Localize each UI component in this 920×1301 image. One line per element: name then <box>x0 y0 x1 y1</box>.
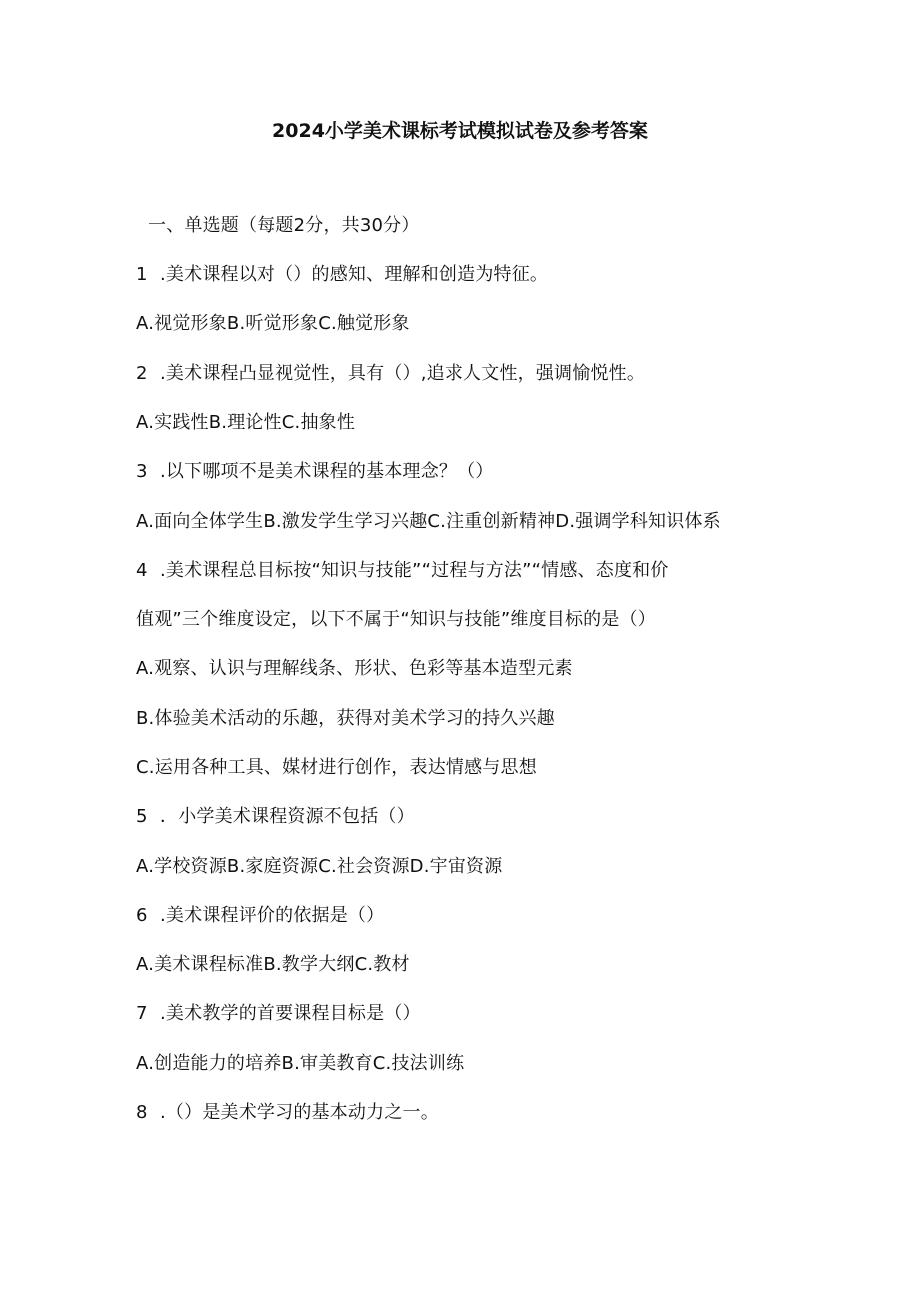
question-number: 5 <box>136 806 148 827</box>
question-4 <box>136 557 669 585</box>
section-heading: 一、单选题（每题2分，共30分） <box>148 215 420 236</box>
question-stem: .美术教学的首要课程目标是（） <box>160 1003 421 1024</box>
question-stem: .美术课程总目标按“知识与技能”“过程与方法”“情感、态度和价 <box>160 560 669 581</box>
question-stem: .以下哪项不是美术课程的基本理念？（） <box>160 461 494 482</box>
question-6-options: A.美术课程标准B.教学大纲C.教材 <box>136 954 410 975</box>
question-1-options: A.视觉形象B.听觉形象C.触觉形象 <box>136 313 410 334</box>
question-number: 4 <box>136 560 148 581</box>
question-4-option-c: C.运用各种工具、媒材进行创作，表达情感与思想 <box>136 757 537 778</box>
question-7-options: A.创造能力的培养B.审美教育C.技法训练 <box>136 1053 465 1074</box>
question-8 <box>136 1099 439 1127</box>
question-4-option-b: B.体验美术活动的乐趣，获得对美术学习的持久兴趣 <box>136 708 555 729</box>
question-6 <box>136 902 384 930</box>
question-stem: .美术课程凸显视觉性，具有（）,追求人文性，强调愉悦性。 <box>160 363 646 384</box>
question-stem: ．小学美术课程资源不包括（） <box>160 806 415 827</box>
question-1 <box>136 261 548 289</box>
question-4-stem-continued: 值观”三个维度设定，以下不属于“知识与技能”维度目标的是（） <box>136 609 656 630</box>
question-3-options: A.面向全体学生B.激发学生学习兴趣C.注重创新精神D.强调学科知识体系 <box>136 511 721 532</box>
question-2-options: A.实践性B.理论性C.抽象性 <box>136 412 356 433</box>
question-number: 7 <box>136 1003 148 1024</box>
question-stem: .美术课程评价的依据是（） <box>160 905 385 926</box>
question-3 <box>136 458 494 486</box>
question-number: 1 <box>136 264 148 285</box>
question-7 <box>136 1000 421 1028</box>
question-2 <box>136 360 645 388</box>
question-number: 8 <box>136 1102 148 1123</box>
question-stem: .美术课程以对（）的感知、理解和创造为特征。 <box>160 264 549 285</box>
question-number: 6 <box>136 905 148 926</box>
question-number: 2 <box>136 363 148 384</box>
question-stem: .（）是美术学习的基本动力之一。 <box>160 1102 439 1123</box>
question-number: 3 <box>136 461 148 482</box>
document-title: 2024小学美术课标考试模拟试卷及参考答案 <box>272 120 648 142</box>
question-5 <box>136 803 415 831</box>
question-4-option-a: A.观察、认识与理解线条、形状、色彩等基本造型元素 <box>136 658 573 679</box>
question-5-options: A.学校资源B.家庭资源C.社会资源D.宇宙资源 <box>136 856 503 877</box>
